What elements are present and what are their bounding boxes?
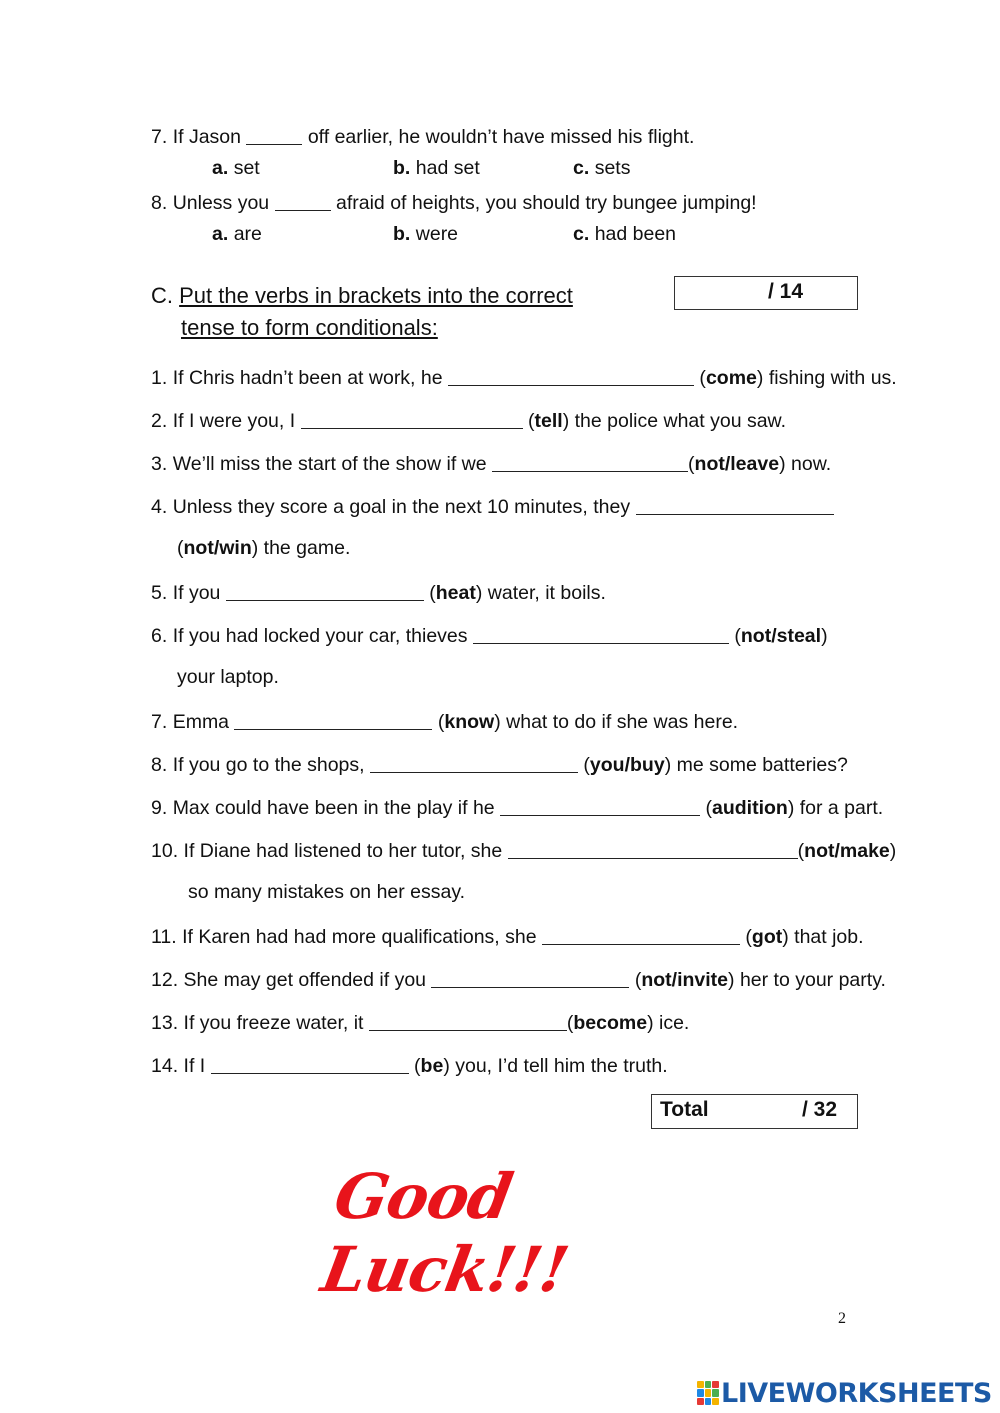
- question-c1: 1. If Chris hadn’t been at work, he (come) fishing with us.: [151, 367, 897, 389]
- option-a[interactable]: a. are: [212, 223, 262, 245]
- question-c4: 4. Unless they score a goal in the next 10 minutes, they: [151, 494, 834, 519]
- answer-blank[interactable]: [473, 625, 729, 644]
- answer-blank[interactable]: [500, 797, 700, 816]
- option-b[interactable]: b. were: [393, 223, 459, 245]
- answer-blank[interactable]: [301, 410, 523, 429]
- question-c3: 3. We’ll miss the start of the show if we (not/leave) now.: [151, 453, 832, 475]
- section-c-score-box: / 14: [674, 276, 858, 310]
- question-c4-continued: (not/win) the game.: [177, 537, 351, 559]
- question-b7: 7. If Jason off earlier, he wouldn’t have missed his flight.: [151, 126, 695, 148]
- question-c13: 13. If you freeze water, it (become) ice.: [151, 1012, 690, 1034]
- answer-blank[interactable]: [211, 1055, 409, 1074]
- liveworksheets-grid-icon: [697, 1381, 719, 1405]
- question-b8: 8. Unless you afraid of heights, you should try bungee jumping!: [151, 192, 757, 214]
- page-number: 2: [838, 1310, 846, 1327]
- option-b[interactable]: b. had set: [393, 157, 480, 179]
- option-a[interactable]: a. set: [212, 157, 260, 179]
- answer-blank[interactable]: [226, 582, 424, 601]
- question-c7: 7. Emma (know) what to do if she was here.: [151, 711, 739, 733]
- answer-blank[interactable]: [508, 840, 798, 859]
- logo-text: LIVEWORKSHEETS: [721, 1377, 992, 1409]
- question-c8: 8. If you go to the shops, (you/buy) me some batteries?: [151, 754, 848, 776]
- question-c5: 5. If you (heat) water, it boils.: [151, 582, 606, 604]
- question-c11: 11. If Karen had had more qualifications, she (got) that job.: [151, 926, 864, 948]
- question-c9: 9. Max could have been in the play if he (audition) for a part.: [151, 797, 884, 819]
- answer-blank[interactable]: [246, 126, 302, 145]
- question-c10: 10. If Diane had listened to her tutor, she (not/make): [151, 840, 897, 862]
- option-c[interactable]: c. sets: [573, 157, 631, 179]
- question-c14: 14. If I (be) you, I’d tell him the truth.: [151, 1055, 668, 1077]
- answer-blank[interactable]: [370, 754, 578, 773]
- answer-blank[interactable]: [431, 969, 629, 988]
- answer-blank[interactable]: [448, 367, 694, 386]
- question-c12: 12. She may get offended if you (not/invite) her to your party.: [151, 969, 886, 991]
- answer-blank[interactable]: [275, 192, 331, 211]
- question-c2: 2. If I were you, I (tell) the police what you saw.: [151, 410, 786, 432]
- good-luck-message: Good Luck!!!: [316, 1160, 574, 1306]
- answer-blank[interactable]: [234, 711, 432, 730]
- answer-blank[interactable]: [492, 453, 688, 472]
- answer-blank[interactable]: [542, 926, 740, 945]
- total-score-box: Total / 32: [651, 1094, 858, 1129]
- section-c-heading: C. Put the verbs in brackets into the correct tense to form conditionals:: [151, 283, 573, 340]
- answer-blank[interactable]: [369, 1012, 567, 1031]
- question-c10-continued: so many mistakes on her essay.: [188, 881, 466, 903]
- liveworksheets-logo[interactable]: [697, 1377, 992, 1409]
- question-c6-continued: your laptop.: [177, 666, 279, 688]
- option-c[interactable]: c. had been: [573, 223, 677, 245]
- question-c6: 6. If you had locked your car, thieves (not/steal): [151, 625, 828, 647]
- answer-blank[interactable]: [636, 496, 834, 515]
